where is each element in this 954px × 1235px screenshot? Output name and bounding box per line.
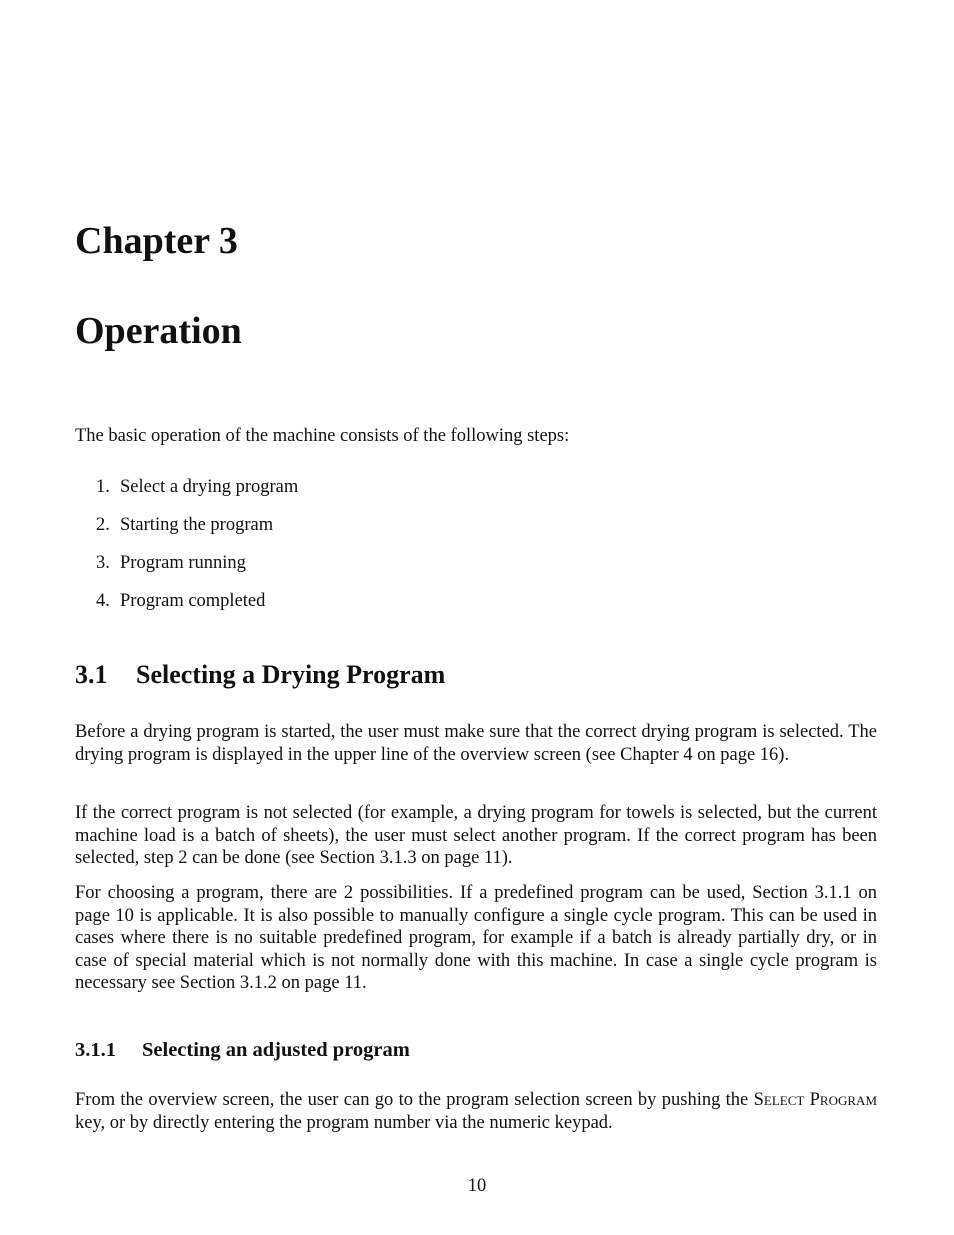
subsection-text-after: key, or by directly entering the program number via the numeric keypad. (75, 1112, 613, 1133)
list-item-number: 1. (96, 477, 110, 497)
chapter-title: Operation (75, 310, 242, 352)
list-item-text: Program completed (120, 591, 266, 611)
section-number: 3.1 (75, 660, 108, 689)
key-name: Select Program (753, 1090, 877, 1110)
section-title: Selecting a Drying Program (136, 660, 446, 689)
list-item-text: Program running (120, 553, 246, 573)
subsection-title: Selecting an adjusted program (142, 1039, 410, 1061)
section-heading (75, 659, 445, 691)
list-item-number: 4. (96, 591, 110, 611)
subsection-paragraph (75, 1089, 877, 1134)
list-item-number: 2. (96, 515, 110, 535)
list-item-number: 3. (96, 553, 110, 573)
list-item (96, 476, 298, 514)
section-paragraph-3: For choosing a program, there are 2 possibilities. If a predefined program can be used, Section 3.1.1 on page 10 is applicable. It is also possible to manually configure a single cycle program. This can be used in cases where there is no suitable predefined program, for example if a batch is already partially dry, or in case of special material which is not normally done with this machine. In case a single cycle program is necessary see Section 3.1.2 on page 11. (75, 883, 877, 993)
chapter-label: Chapter 3 (75, 220, 238, 262)
list-item (96, 590, 298, 628)
subsection-text-before: From the overview screen, the user can go to the program selection screen by pushing the (75, 1090, 754, 1110)
list-item-text: Select a drying program (120, 477, 299, 497)
subsection-heading (75, 1037, 410, 1063)
intro-paragraph: The basic operation of the machine consists of the following steps: (75, 426, 570, 446)
list-item-text: Starting the program (120, 515, 274, 535)
steps-list (96, 476, 298, 628)
list-item (96, 514, 298, 552)
section-paragraph-1: Before a drying program is started, the user must make sure that the correct drying program is selected. The drying program is displayed in the upper line of the overview screen (see Chapter 4 on page 16). (75, 722, 877, 765)
list-item (96, 552, 298, 590)
section-paragraph-2: If the correct program is not selected (for example, a drying program for towels is selected, but the current machine load is a batch of sheets), the user must select another program. If the correct program has been selected, step 2 can be done (see Section 3.1.3 on page 11). (75, 803, 877, 868)
subsection-number: 3.1.1 (75, 1039, 116, 1061)
page-number: 10 (467, 1176, 487, 1196)
